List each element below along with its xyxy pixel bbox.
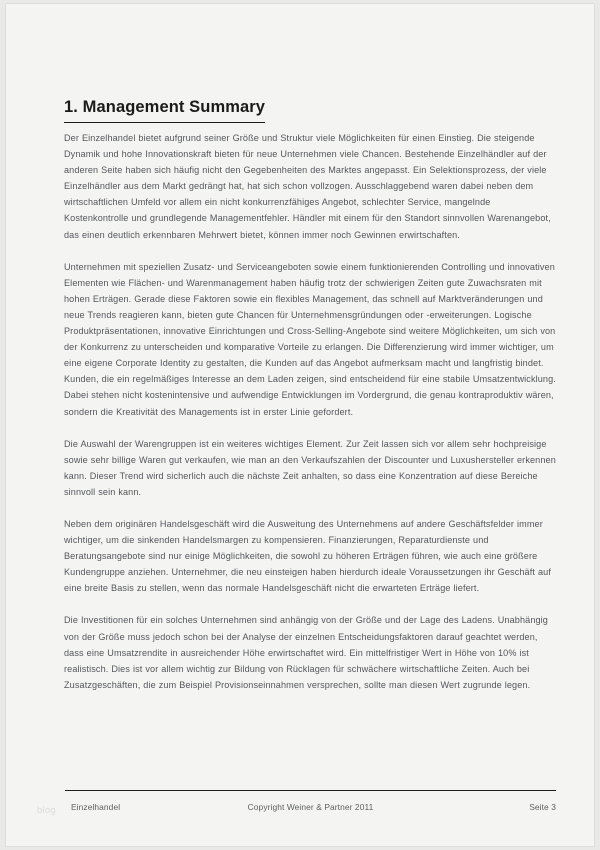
blog-watermark: blog [37,804,56,815]
footer-document-name: Einzelhandel [71,802,121,812]
paragraph: Die Investitionen für ein solches Unternehmen sind anhängig von der Größe und der Lage des Ladens. Unabhängig von der Größe muss jedoch schon bei der Analyse der einzelnen Entscheidungsfaktoren darauf geachtet werden, dass eine Umsatzrendite in ausreichender Höhe erwirtschaftet wird. Ein mittelfristiger Wert in Höhe von 10% ist realistisch. Dies ist vor allem wichtig zur Bildung von Rücklagen für schwächere wirtschaftliche Zeiten. Auch bei Zusatzgeschäften, die zum Beispiel Provisionseinnahmen versprechen, sollte man diesen Wert zugrunde legen. [64,615,548,690]
page-title: 1. Management Summary [64,98,265,123]
footer-divider [65,790,556,791]
document-body [64,130,556,693]
page-footer [65,802,556,818]
paragraph: Der Einzelhandel bietet aufgrund seiner Größe und Struktur viele Möglichkeiten für einen Einstieg. Die steigende Dynamik und hohe Innovationskraft bieten für neue Unternehmen viele Chancen. Bestehende Einzelhändler auf der anderen Seite haben sich häufig nicht den Gegebenheiten des Marktes angepasst. Ein Selektionsprozess, der viele Einzelhändler aus dem Markt gedrängt hat, hat sich schon vollzogen. Ausschlaggebend waren dabei neben dem wirtschaftlichen Umfeld vor allem ein nicht konkurrenzfähiges Angebot, schlechter Service, mangelnde Kostenkontrolle und grundlegende Managementfehler. Händler mit einem für den Standort sinnvollen Warenangebot, das einen deutlich erkennbaren Mehrwert bietet, können immer noch Gewinnen erwirtschaften. [64,133,551,240]
footer-page-number: Seite 3 [529,802,556,812]
paragraph: Die Auswahl der Warengruppen ist ein weiteres wichtiges Element. Zur Zeit lassen sich vor allem sehr hochpreisige sowie sehr billige Waren gut verkaufen, wie man an den Verkaufszahlen der Discounter und Luxushersteller erkennen kann. Dieser Trend wird sicherlich auch die nächste Zeit anhalten, so dass eine Konzentration auf diese Bereiche sinnvoll sein kann. [64,438,556,497]
footer-copyright: Copyright Weiner & Partner 2011 [247,802,374,812]
paragraph: Unternehmen mit speziellen Zusatz- und Serviceangeboten sowie einem funktionierenden Controlling und innovativen Elementen wie Flächen- und Warenmanagement haben häufig trotz der schwierigen Zeiten gute Zuwachsraten mit hohen Erträgen. Gerade diese Faktoren sowie ein flexibles Management, das schnell auf Marktveränderungen und neue Trends reagieren kann, bieten gute Chancen für Unternehmensgründungen oder -erweiterungen. Logische Produktpräsentationen, innovative Einrichtungen und Cross-Selling-Angebote sind weitere Möglichkeiten, um sich von der Konkurrenz zu unterscheiden und komparative Vorteile zu erlangen. Die Differenzierung wird immer wichtiger, um eine eigene Corporate Identity zu gestalten, die Kunden auf das Angebot aufmerksam macht und langfristig bindet. Kunden, die ein regelmäßiges Interesse an dem Laden zeigen, sind entscheidend für eine stabile Umsatzentwicklung. Dabei stehen nicht kostenintensive und aufwendige Entwicklungen im Vordergrund, die genau kontraproduktiv wären, sondern die Kreativität des Managements ist in erster Linie gefordert. [64,261,556,417]
page-content-area [6,4,594,846]
document-page [6,4,594,846]
paragraph: Neben dem originären Handelsgeschäft wird die Ausweitung des Unternehmens auf andere Geschäftsfelder immer wichtiger, um die sinkenden Handelsmargen zu kompensieren. Finanzierungen, Reparaturdienste und Beratungsangebote sind nur einige Möglichkeiten, die sowohl zu höheren Erträgen führen, wie auch eine größere Kundengruppe anziehen. Unternehmer, die neu einsteigen haben hierdurch ideale Voraussetzungen ihr Geschäft auf eine breite Basis zu stellen, wenn das normale Handelsgeschäft nicht die erwarteten Erträge liefert. [64,518,551,594]
